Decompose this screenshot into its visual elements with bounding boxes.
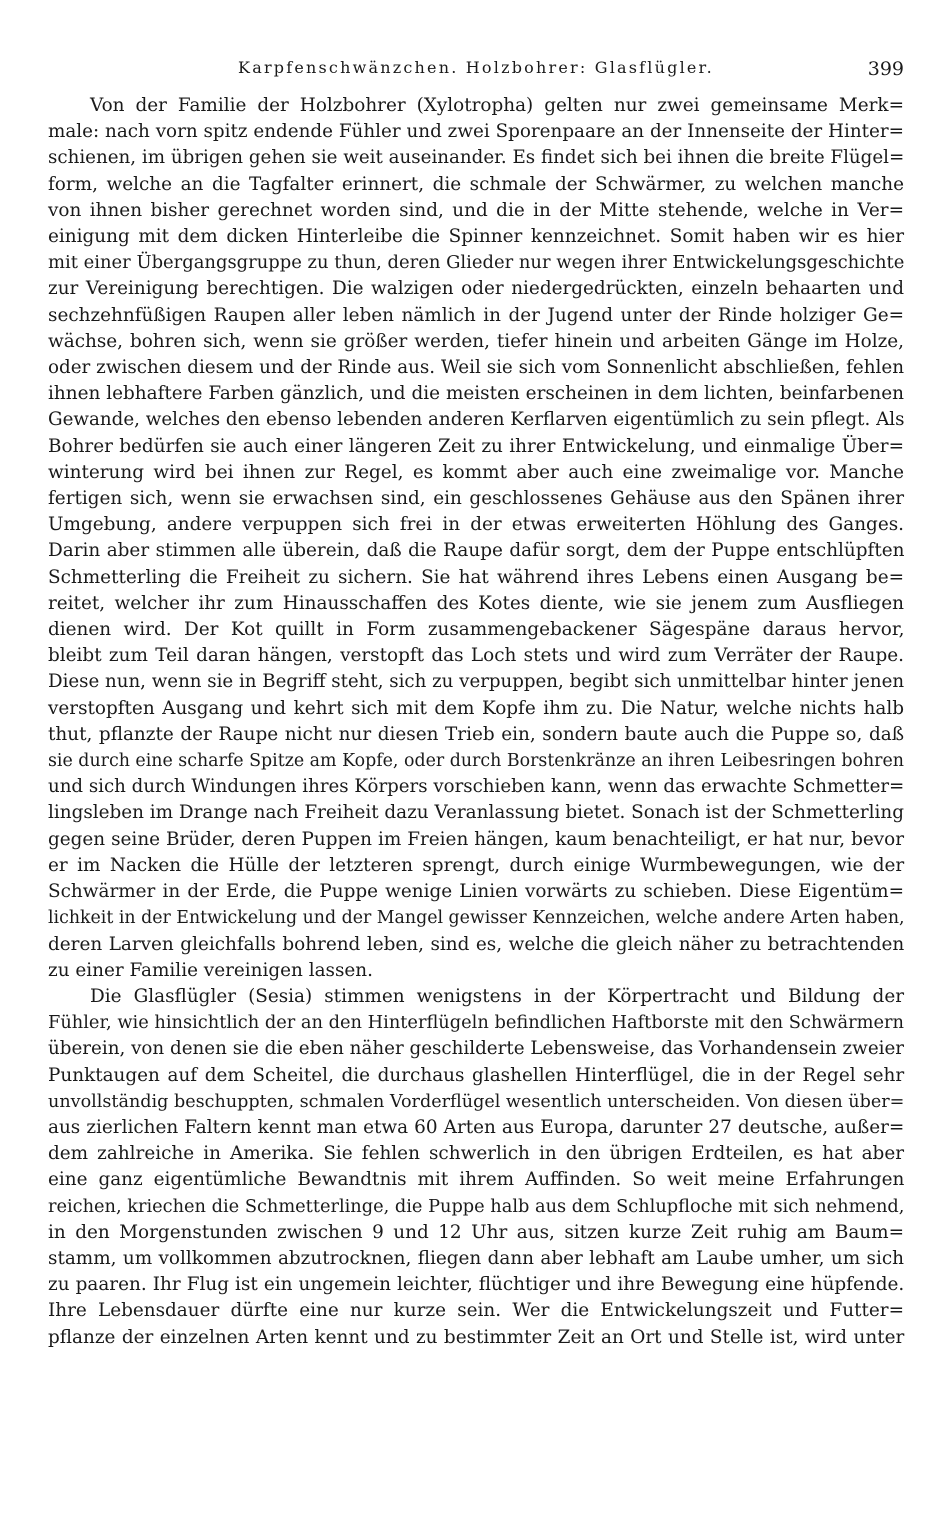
text-line: thut, pflanzte der Raupe nicht nur diesen Trieb ein, sondern baute auch die Puppe so, daß [48, 723, 904, 745]
text-line: unvollständig beschuppten, schmalen Vorderflügel wesentlich unterscheiden. Von diesen über= [48, 1091, 905, 1112]
text-line: reitet, welcher ihr zum Hinausschaffen des Kotes diente, wie sie jenem zum Ausfliegen [48, 592, 904, 614]
text-line: stamm, um vollkommen abzutrocknen, fliegen dann aber lebhaft am Laube umher, um sich [48, 1247, 904, 1269]
text-line: form, welche an die Tagfalter erinnert, die schmale der Schwärmer, zu welchen manche [48, 173, 904, 195]
text-line: von ihnen bisher gerechnet worden sind, und die in der Mitte stehende, welche in Ver= [48, 199, 904, 221]
text-line: Gewande, welches den ebenso lebenden anderen Kerflarven eigentümlich zu sein pflegt. Als [48, 409, 905, 431]
text-line: sechzehnfüßigen Raupen aller leben nämlich in der Jugend unter der Rinde holziger Ge= [48, 304, 904, 326]
text-line: wächse, bohren sich, wenn sie größer werden, tiefer hinein und arbeiten Gänge im Holze, [48, 330, 905, 352]
text-line: ihnen lebhaftere Farben gänzlich, und die meisten erscheinen in dem lichten, beinfarbenen [48, 383, 904, 405]
text-line: sie durch eine scharfe Spitze am Kopfe, oder durch Borstenkränze an ihren Leibesringen bohren [48, 751, 904, 772]
text-line: bleibt zum Teil daran hängen, verstopft das Loch stets und wird zum Verräter der Raupe. [48, 645, 905, 667]
text-line: Die Glasflügler (Sesia) stimmen wenigstens in der Körpertracht und Bildung der [90, 985, 904, 1007]
text-line: reichen, kriechen die Schmetterlinge, die Puppe halb aus dem Schlupfloche mit sich nehmend, [48, 1196, 905, 1217]
page-number: 399 [867, 58, 904, 80]
text-line: Punktaugen auf dem Scheitel, die durchaus glashellen Hinterflügel, die in der Regel sehr [48, 1064, 905, 1086]
text-line: dem zahlreiche in Amerika. Sie fehlen schwerlich in den übrigen Erdteilen, es hat aber [48, 1143, 904, 1165]
text-line: deren Larven gleichfalls bohrend leben, sind es, welche die gleich näher zu betrachtenden [48, 933, 905, 955]
text-line: Umgebung, andere verpuppen sich frei in der etwas erweiterten Höhlung des Ganges. [48, 514, 904, 536]
text-line: winterung wird bei ihnen zur Regel, es kommt aber auch eine zweimalige vor. Manche [48, 461, 904, 483]
text-line: Diese nun, wenn sie in Begriff steht, sich zu verpuppen, begibt sich unmittelbar hinter jenen [48, 671, 905, 693]
text-line: male: nach vorn spitz endende Fühler und zwei Sporenpaare an der Innenseite der Hinter= [48, 121, 904, 143]
text-line: zur Vereinigung berechtigen. Die walzigen oder niedergedrückten, einzeln behaarten und [48, 278, 904, 300]
text-line: zu paaren. Ihr Flug ist ein ungemein leichter, flüchtiger und ihre Bewegung eine hüpfende. [48, 1274, 905, 1296]
text-line: er im Nacken die Hülle der letzteren sprengt, durch einige Wurmbewegungen, wie der [48, 854, 905, 876]
text-line: einigung mit dem dicken Hinterleibe die Spinner kennzeichnet. Somit haben wir es hier [48, 226, 904, 248]
paragraph-holzbohrer [48, 93, 904, 984]
text-line: überein, von denen sie die eben näher geschilderte Lebensweise, das Vorhandensein zweier [48, 1038, 905, 1060]
text-line: Von der Familie der Holzbohrer (Xylotropha) gelten nur zwei gemeinsame Merk= [90, 95, 904, 116]
text-line: aus zierlichen Faltern kennt man etwa 60 Arten aus Europa, darunter 27 deutsche, außer= [48, 1116, 905, 1138]
text-line: pflanze der einzelnen Arten kennt und zu bestimmter Zeit an Ort und Stelle ist, wird unter [48, 1326, 905, 1348]
text-line: Darin aber stimmen alle überein, daß die Raupe dafür sorgt, dem der Puppe entschlüpften [48, 540, 905, 562]
text-line: eine ganz eigentümliche Bewandtnis mit ihrem Auffinden. So weit meine Erfahrungen [48, 1169, 905, 1191]
text-line: und sich durch Windungen ihres Körpers vorschieben kann, wenn das erwachte Schmetter= [48, 776, 905, 798]
text-line: zu einer Familie vereinigen lassen. [48, 959, 373, 981]
text-line: in den Morgenstunden zwischen 9 und 12 Uhr aus, sitzen kurze Zeit ruhig am Baum= [48, 1221, 904, 1243]
running-title: Karpfenschwänzchen. Holzbohrer: Glasflügler. [238, 58, 714, 77]
text-line: lingsleben im Drange nach Freiheit dazu Veranlassung bietet. Sonach ist der Schmetterling [48, 802, 904, 824]
text-line: verstopften Ausgang und kehrt sich mit dem Kopfe ihm zu. Die Natur, welche nichts halb [48, 697, 904, 719]
text-line: mit einer Übergangsgruppe zu thun, deren Glieder nur wegen ihrer Entwickelungsgeschichte [48, 252, 905, 274]
text-line: schienen, im übrigen gehen sie weit auseinander. Es findet sich bei ihnen die breite Flügel= [48, 147, 905, 169]
text-line: Schwärmer in der Erde, die Puppe wenige Linien vorwärts zu schieben. Diese Eigentüm= [48, 881, 904, 903]
text-line: Bohrer bedürfen sie auch einer längeren Zeit zu ihrer Entwickelung, und einmalige Über= [48, 435, 904, 457]
text-line: oder zwischen diesem und der Rinde aus. Weil sie sich vom Sonnenlicht abschließen, fehlen [48, 357, 904, 379]
text-line: Schmetterling die Freiheit zu sichern. Sie hat während ihres Lebens einen Ausgang be= [48, 566, 904, 588]
text-line: gegen seine Brüder, deren Puppen im Freien hängen, kaum benachteiligt, er hat nur, bevor [48, 828, 904, 850]
paragraph-glasfluegler [48, 984, 904, 1351]
text-line: fertigen sich, wenn sie erwachsen sind, ein geschlossenes Gehäuse aus den Spänen ihrer [48, 488, 904, 510]
text-line: Fühler, wie hinsichtlich der an den Hinterflügeln befindlichen Haftborste mit den Schwärmern [48, 1012, 904, 1034]
running-head [48, 58, 904, 84]
page-body [48, 93, 904, 1351]
text-line: lichkeit in der Entwickelung und der Mangel gewisser Kennzeichen, welche andere Arten haben, [48, 908, 905, 929]
text-line: dienen wird. Der Kot quillt in Form zusammengebackener Sägespäne daraus hervor, [48, 619, 905, 641]
text-line: Ihre Lebensdauer dürfte eine nur kurze sein. Wer die Entwickelungszeit und Futter= [48, 1300, 904, 1322]
